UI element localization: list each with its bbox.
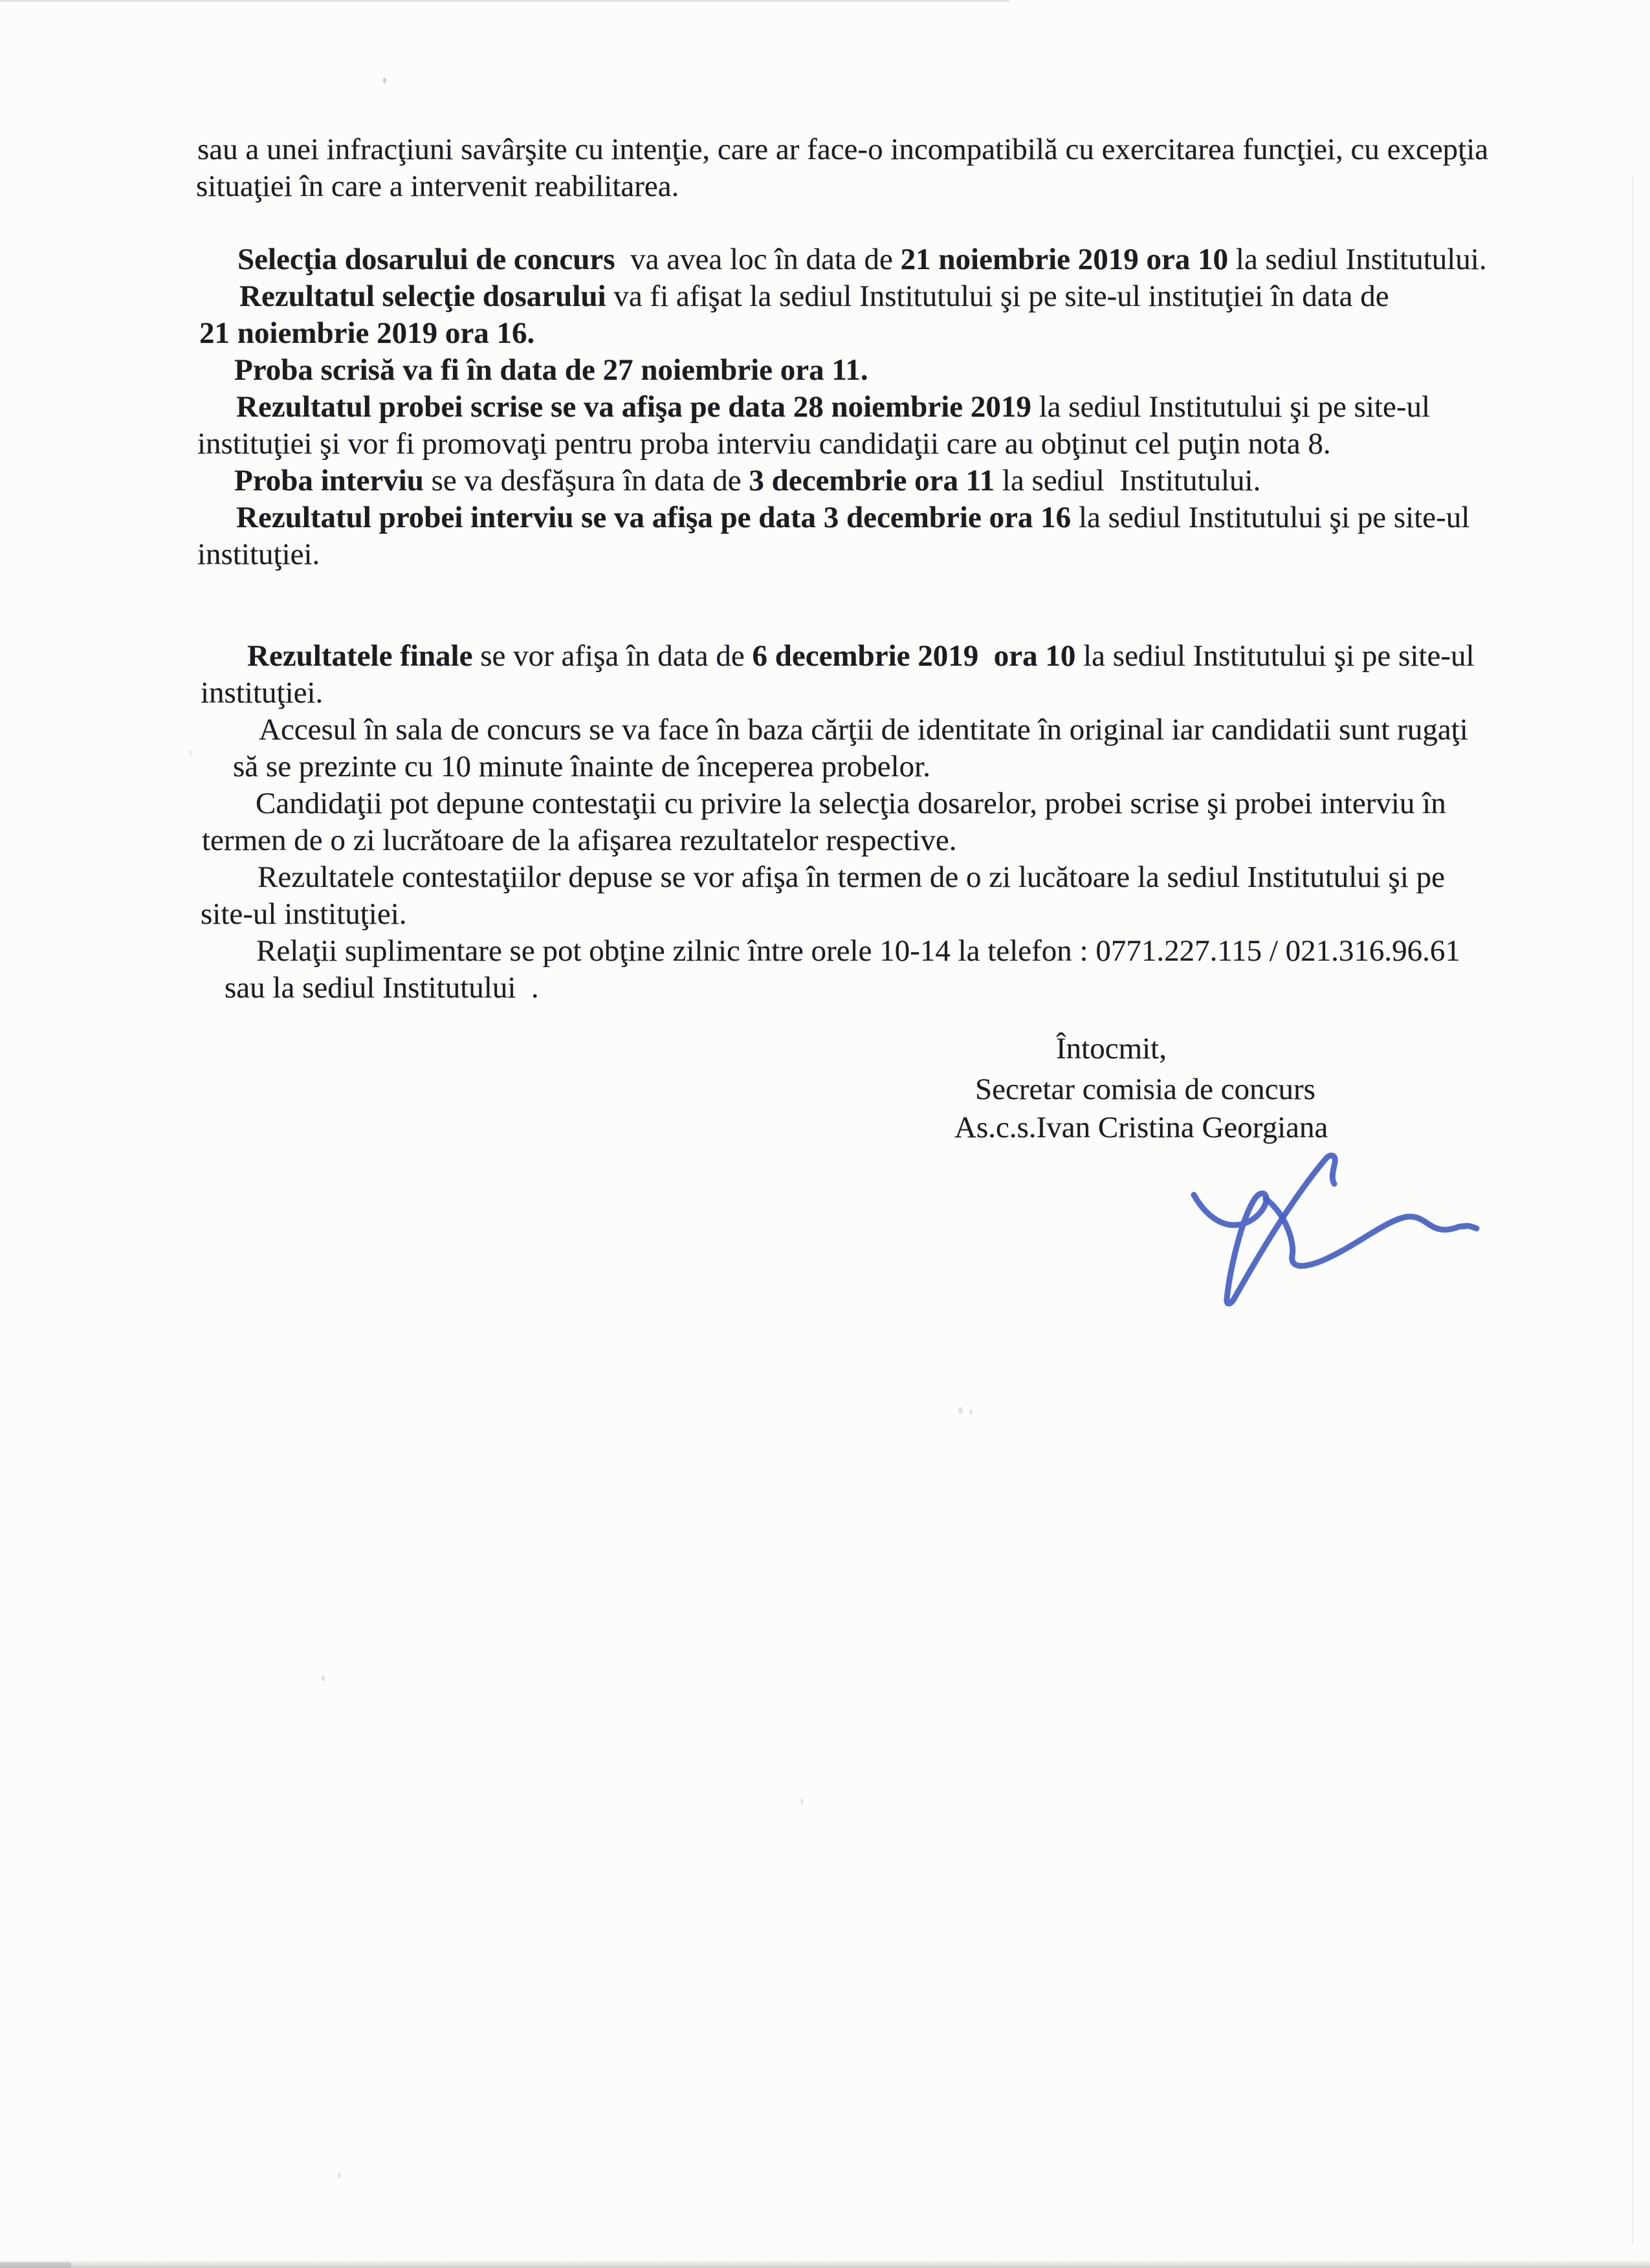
text-segment-bold: Rezultatul selecţie dosarului [239, 279, 606, 313]
text-segment: la sediul Institutului. [995, 464, 1261, 497]
text-line [0, 499, 1650, 536]
text-segment: Candidaţii pot depune contestaţii cu privire la selecţia dosarelor, probei scrise şi probei interviu în [256, 787, 1446, 820]
text-line [0, 859, 1650, 896]
text-line [0, 970, 1650, 1007]
text-segment: se va desfăşura în data de [423, 464, 749, 497]
scan-speck [383, 78, 386, 83]
text-segment: la sediul Institutului. [1228, 243, 1487, 276]
signature-name: As.c.s.Ivan Cristina Georgiana [954, 1111, 1328, 1144]
text-segment-bold: Rezultatul probei interviu se va afişa pe data 3 decembrie ora 16 [236, 501, 1072, 534]
text-line [0, 463, 1650, 499]
text-line [0, 712, 1650, 748]
scan-bottom-edge-artifact [0, 2260, 1650, 2268]
text-segment-bold: 21 noiembrie 2019 ora 16. [199, 316, 535, 350]
text-segment: va avea loc în data de [615, 243, 901, 276]
text-segment: Accesul în sala de concurs se va face în baza cărţii de identitate în original iar candidatii sunt rugaţi [259, 713, 1468, 747]
text-line [0, 785, 1650, 822]
signature-role: Secretar comisia de concurs [975, 1073, 1315, 1106]
text-segment: la sediul Institutului şi pe site-ul [1031, 390, 1431, 424]
signature-stroke-main [1194, 1155, 1335, 1303]
text-line [0, 536, 1650, 573]
text-segment-bold: Rezultatele finale [247, 639, 473, 673]
document-body-text [0, 131, 1650, 1007]
scan-top-edge-artifact [0, 0, 1009, 2]
text-segment: termen de o zi lucrătoare de la afişarea rezultatelor respective. [202, 823, 957, 857]
text-segment-bold: Rezultatul probei scrise se va afişa pe data 28 noiembrie 2019 [236, 390, 1031, 424]
text-segment-bold: 6 decembrie 2019 ora 10 [752, 639, 1076, 673]
text-line [0, 933, 1650, 970]
text-segment-bold: 21 noiembrie 2019 ora 10 [900, 243, 1229, 276]
text-segment-bold: Proba scrisă va fi în data de 27 noiembrie ora 11. [234, 353, 868, 387]
text-line [0, 352, 1650, 389]
text-segment: site-ul instituţiei. [201, 897, 407, 931]
text-segment: să se prezinte cu 10 minute înainte de începerea probelor. [233, 750, 930, 783]
text-line [0, 748, 1650, 785]
text-line [0, 241, 1650, 278]
text-line [0, 896, 1650, 933]
text-segment: instituţiei şi vor fi promovaţi pentru proba interviu candidaţii care au obţinut cel puţin nota 8. [197, 427, 1331, 461]
text-segment: instituţiei. [201, 676, 324, 710]
text-line [0, 315, 1650, 352]
text-line [0, 131, 1650, 168]
text-segment: sau la sediul Institutului . [225, 971, 539, 1005]
text-line [0, 638, 1650, 675]
text-segment-bold: Proba interviu [234, 464, 424, 497]
text-segment: la sediul Institutului şi pe site-ul [1071, 501, 1470, 534]
text-segment: sau a unei infracţiuni savârşite cu intenţie, care ar face-o incompatibilă cu exercitarea funcţiei, cu excepţia [197, 133, 1489, 166]
text-segment: se vor afişa în data de [472, 639, 753, 673]
text-segment: Relaţii suplimentare se pot obţine zilnic între orele 10-14 la telefon : 0771.227.115 / 021.316.96.61 [256, 934, 1460, 968]
text-segment-bold: Selecţia dosarului de concurs [237, 243, 615, 276]
handwritten-signature [1158, 1135, 1495, 1329]
text-segment: instituţiei. [197, 538, 320, 571]
scan-right-streak-artifact [1632, 175, 1633, 2245]
text-segment: va fi afişat la sediul Institutului şi pe site-ul instituţiei în data de [606, 279, 1389, 313]
text-line [0, 675, 1650, 712]
text-line [0, 168, 1650, 205]
text-line [0, 278, 1650, 315]
text-segment-bold: 3 decembrie ora 11 [749, 464, 995, 497]
signature-heading: Întocmit, [1056, 1032, 1167, 1065]
text-line [0, 389, 1650, 426]
text-line [0, 426, 1650, 463]
text-segment: situaţiei în care a intervenit reabilitarea. [196, 169, 679, 203]
text-line [0, 822, 1650, 859]
signature-stroke-tail [1266, 1199, 1477, 1266]
text-segment: Rezultatele contestaţiilor depuse se vor afişa în termen de o zi lucătoare la sediul Institutului şi pe [258, 860, 1446, 894]
text-segment: la sediul Institutului şi pe site-ul [1075, 639, 1475, 673]
